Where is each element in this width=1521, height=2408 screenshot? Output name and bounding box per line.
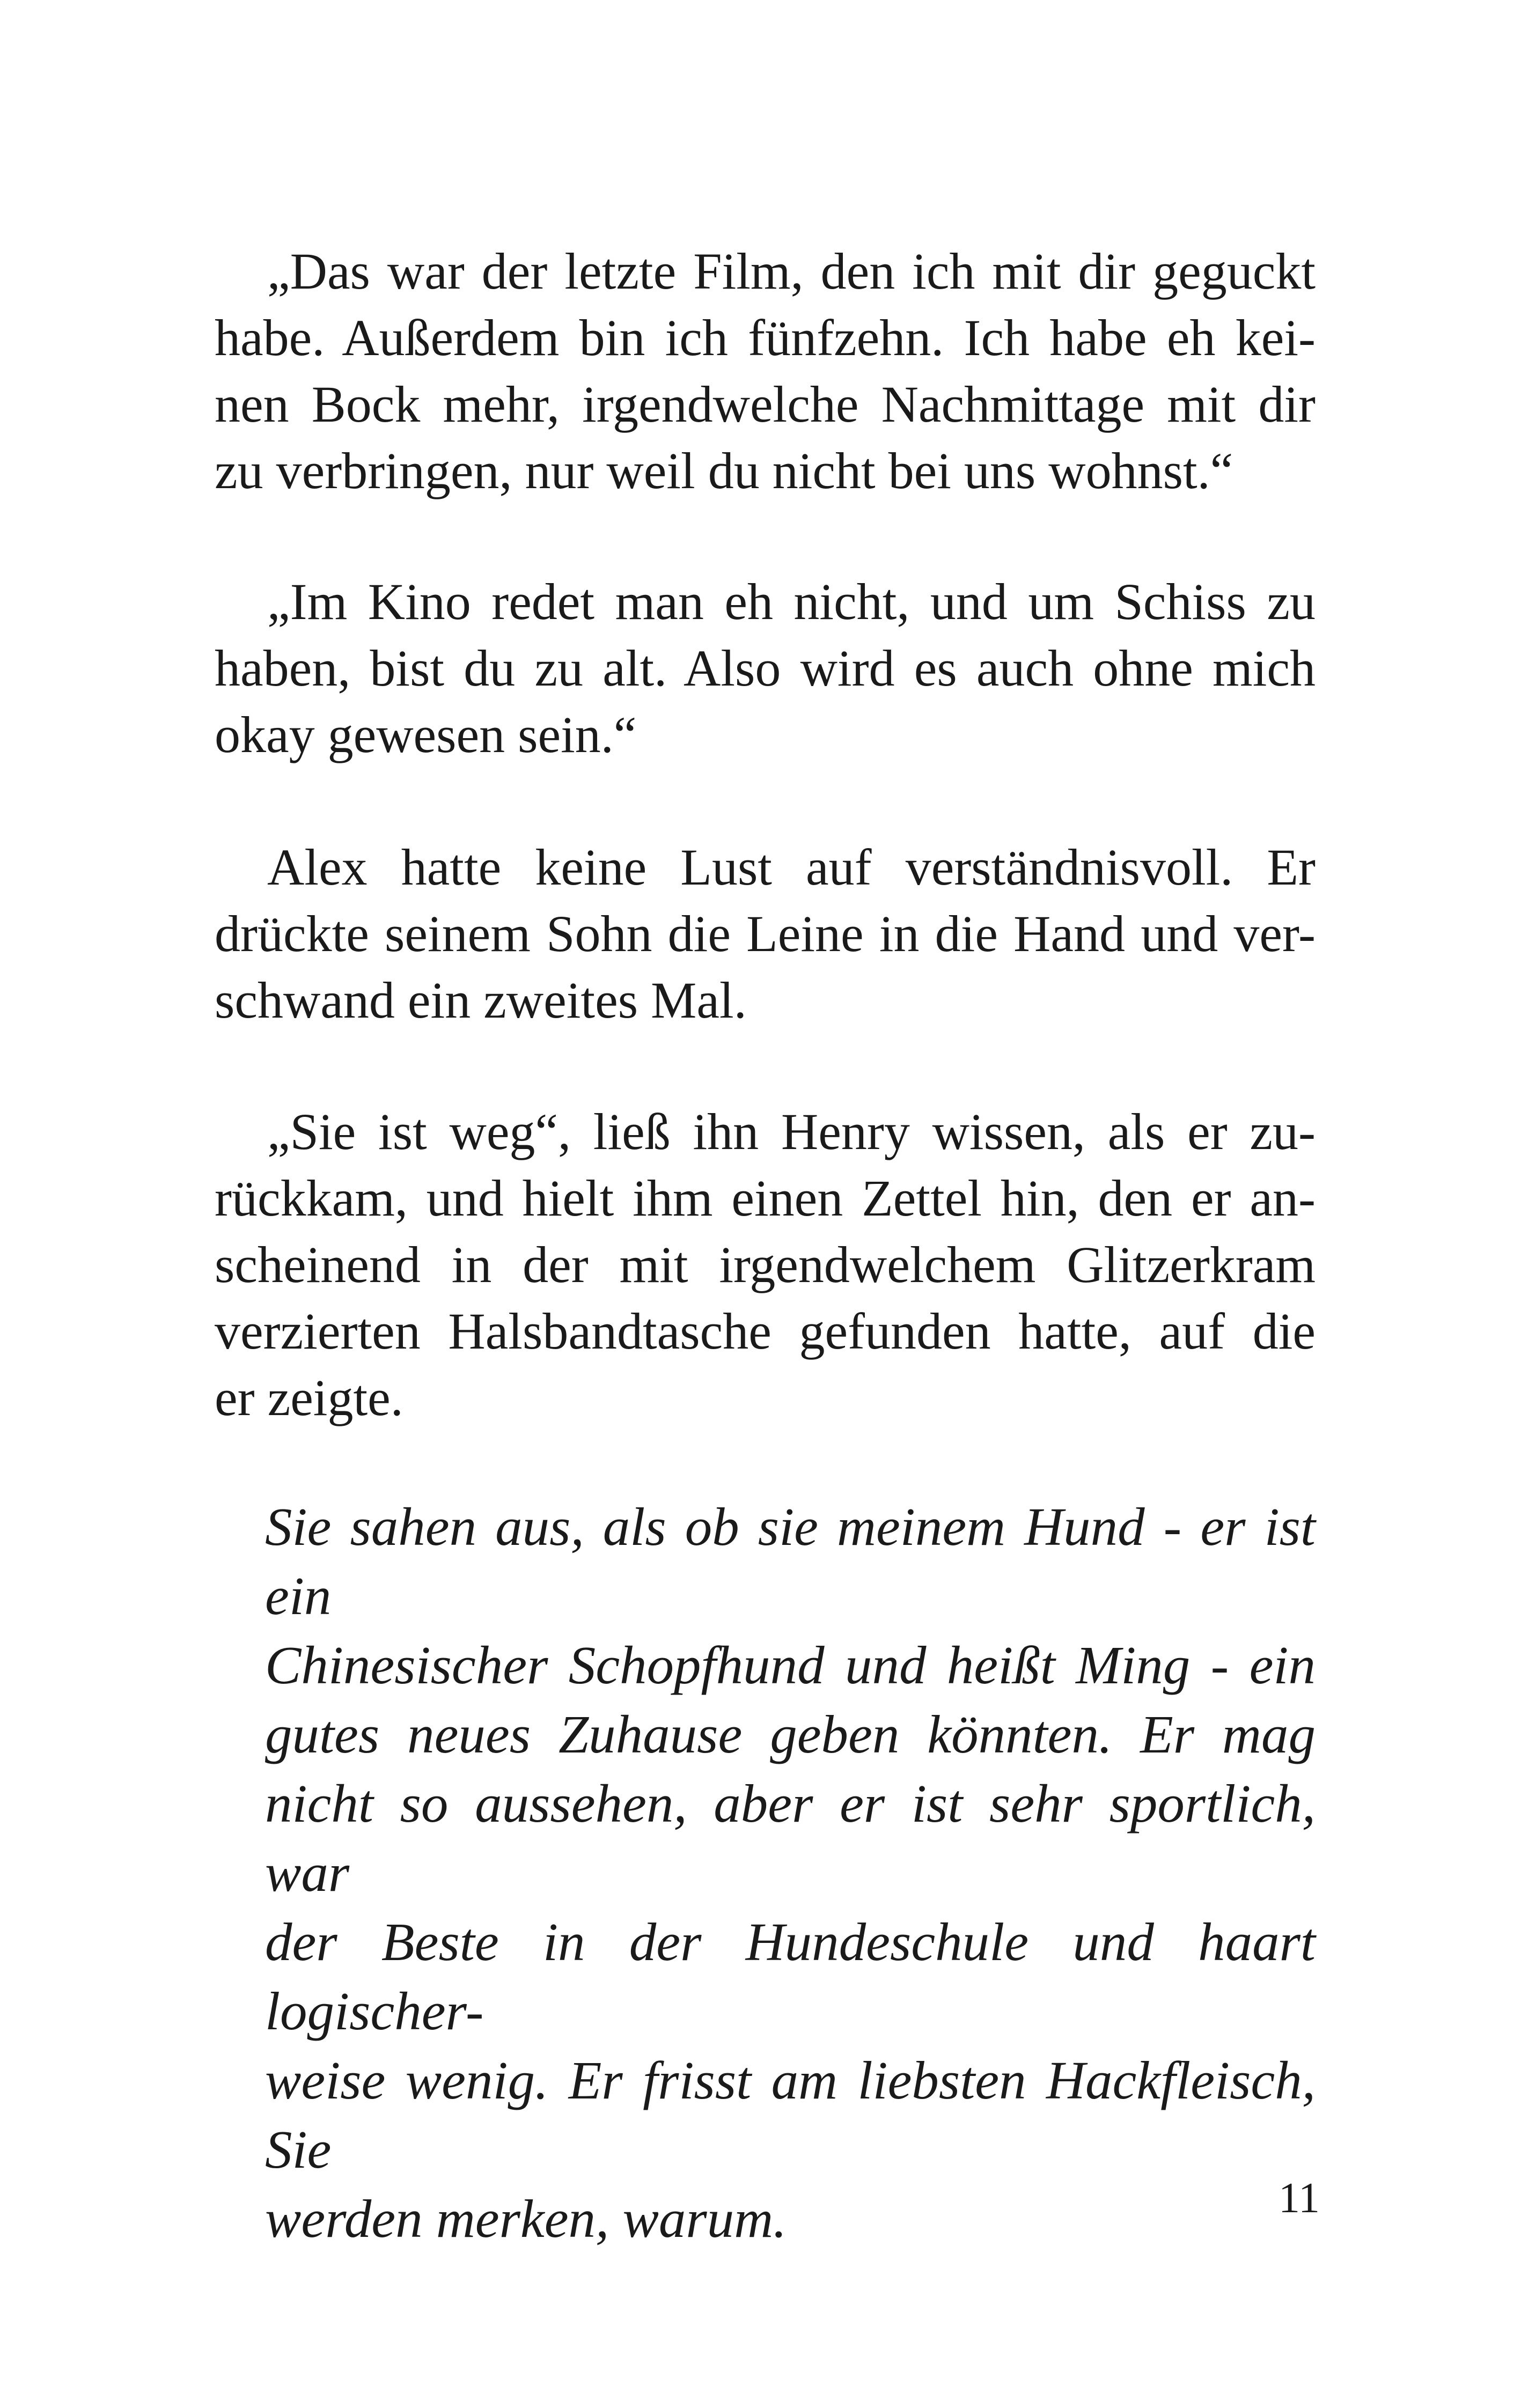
paragraph-line: „Sie ist weg“, ließ ihn Henry wissen, als er zu- — [267, 1103, 1316, 1160]
letter-line: Sie sahen aus, als ob sie meinem Hund - er ist ein — [265, 1497, 1316, 1626]
paragraph-line: Alex hatte keine Lust auf verständnisvoll. Er — [267, 838, 1316, 896]
paragraph-line: habe. Außerdem bin ich fünfzehn. Ich habe eh kei- — [215, 309, 1316, 366]
note-letter-italic — [265, 1492, 1316, 2254]
paragraph-line: zu verbringen, nur weil du nicht bei uns wohnst.“ — [215, 442, 1233, 499]
letter-line: nicht so aussehen, aber er ist sehr sportlich, war — [265, 1773, 1316, 1903]
letter-line: gutes neues Zuhause geben könnten. Er mag — [265, 1704, 1316, 1764]
paragraph-line: „Das war der letzte Film, den ich mit dir geguckt — [267, 242, 1316, 300]
paragraph-line: rückkam, und hielt ihm einen Zettel hin, den er an- — [215, 1169, 1316, 1227]
paragraph-line: drückte seinem Sohn die Leine in die Hand und ver- — [215, 905, 1316, 962]
letter-line: weise wenig. Er frisst am liebsten Hackfleisch, Sie — [265, 2050, 1316, 2179]
paragraph-line: scheinend in der mit irgendwelchem Glitzerkram — [215, 1236, 1316, 1293]
paragraph-line: haben, bist du zu alt. Also wird es auch ohne mich — [215, 639, 1316, 697]
paragraph-1 — [215, 238, 1316, 504]
paragraph-line: okay gewesen sein.“ — [215, 706, 637, 763]
paragraph-line: schwand ein zweites Mal. — [215, 971, 747, 1029]
paragraph-4 — [215, 1099, 1316, 1431]
page-number: 11 — [1278, 2175, 1320, 2222]
paragraph-line: nen Bock mehr, irgendwelche Nachmittage mit dir — [215, 375, 1316, 433]
paragraph-line: verzierten Halsbandtasche gefunden hatte, auf die — [215, 1302, 1316, 1360]
paragraph-3 — [215, 834, 1316, 1034]
paragraph-line: er zeigte. — [215, 1369, 403, 1426]
letter-line: der Beste in der Hundeschule und haart logischer- — [265, 1912, 1316, 2041]
paragraph-line: „Im Kino redet man eh nicht, und um Schiss zu — [267, 573, 1316, 630]
letter-line: Chinesischer Schopfhund und heißt Ming - ein — [265, 1635, 1316, 1695]
letter-line: werden merken, warum. — [265, 2189, 787, 2249]
paragraph-2 — [215, 569, 1316, 768]
